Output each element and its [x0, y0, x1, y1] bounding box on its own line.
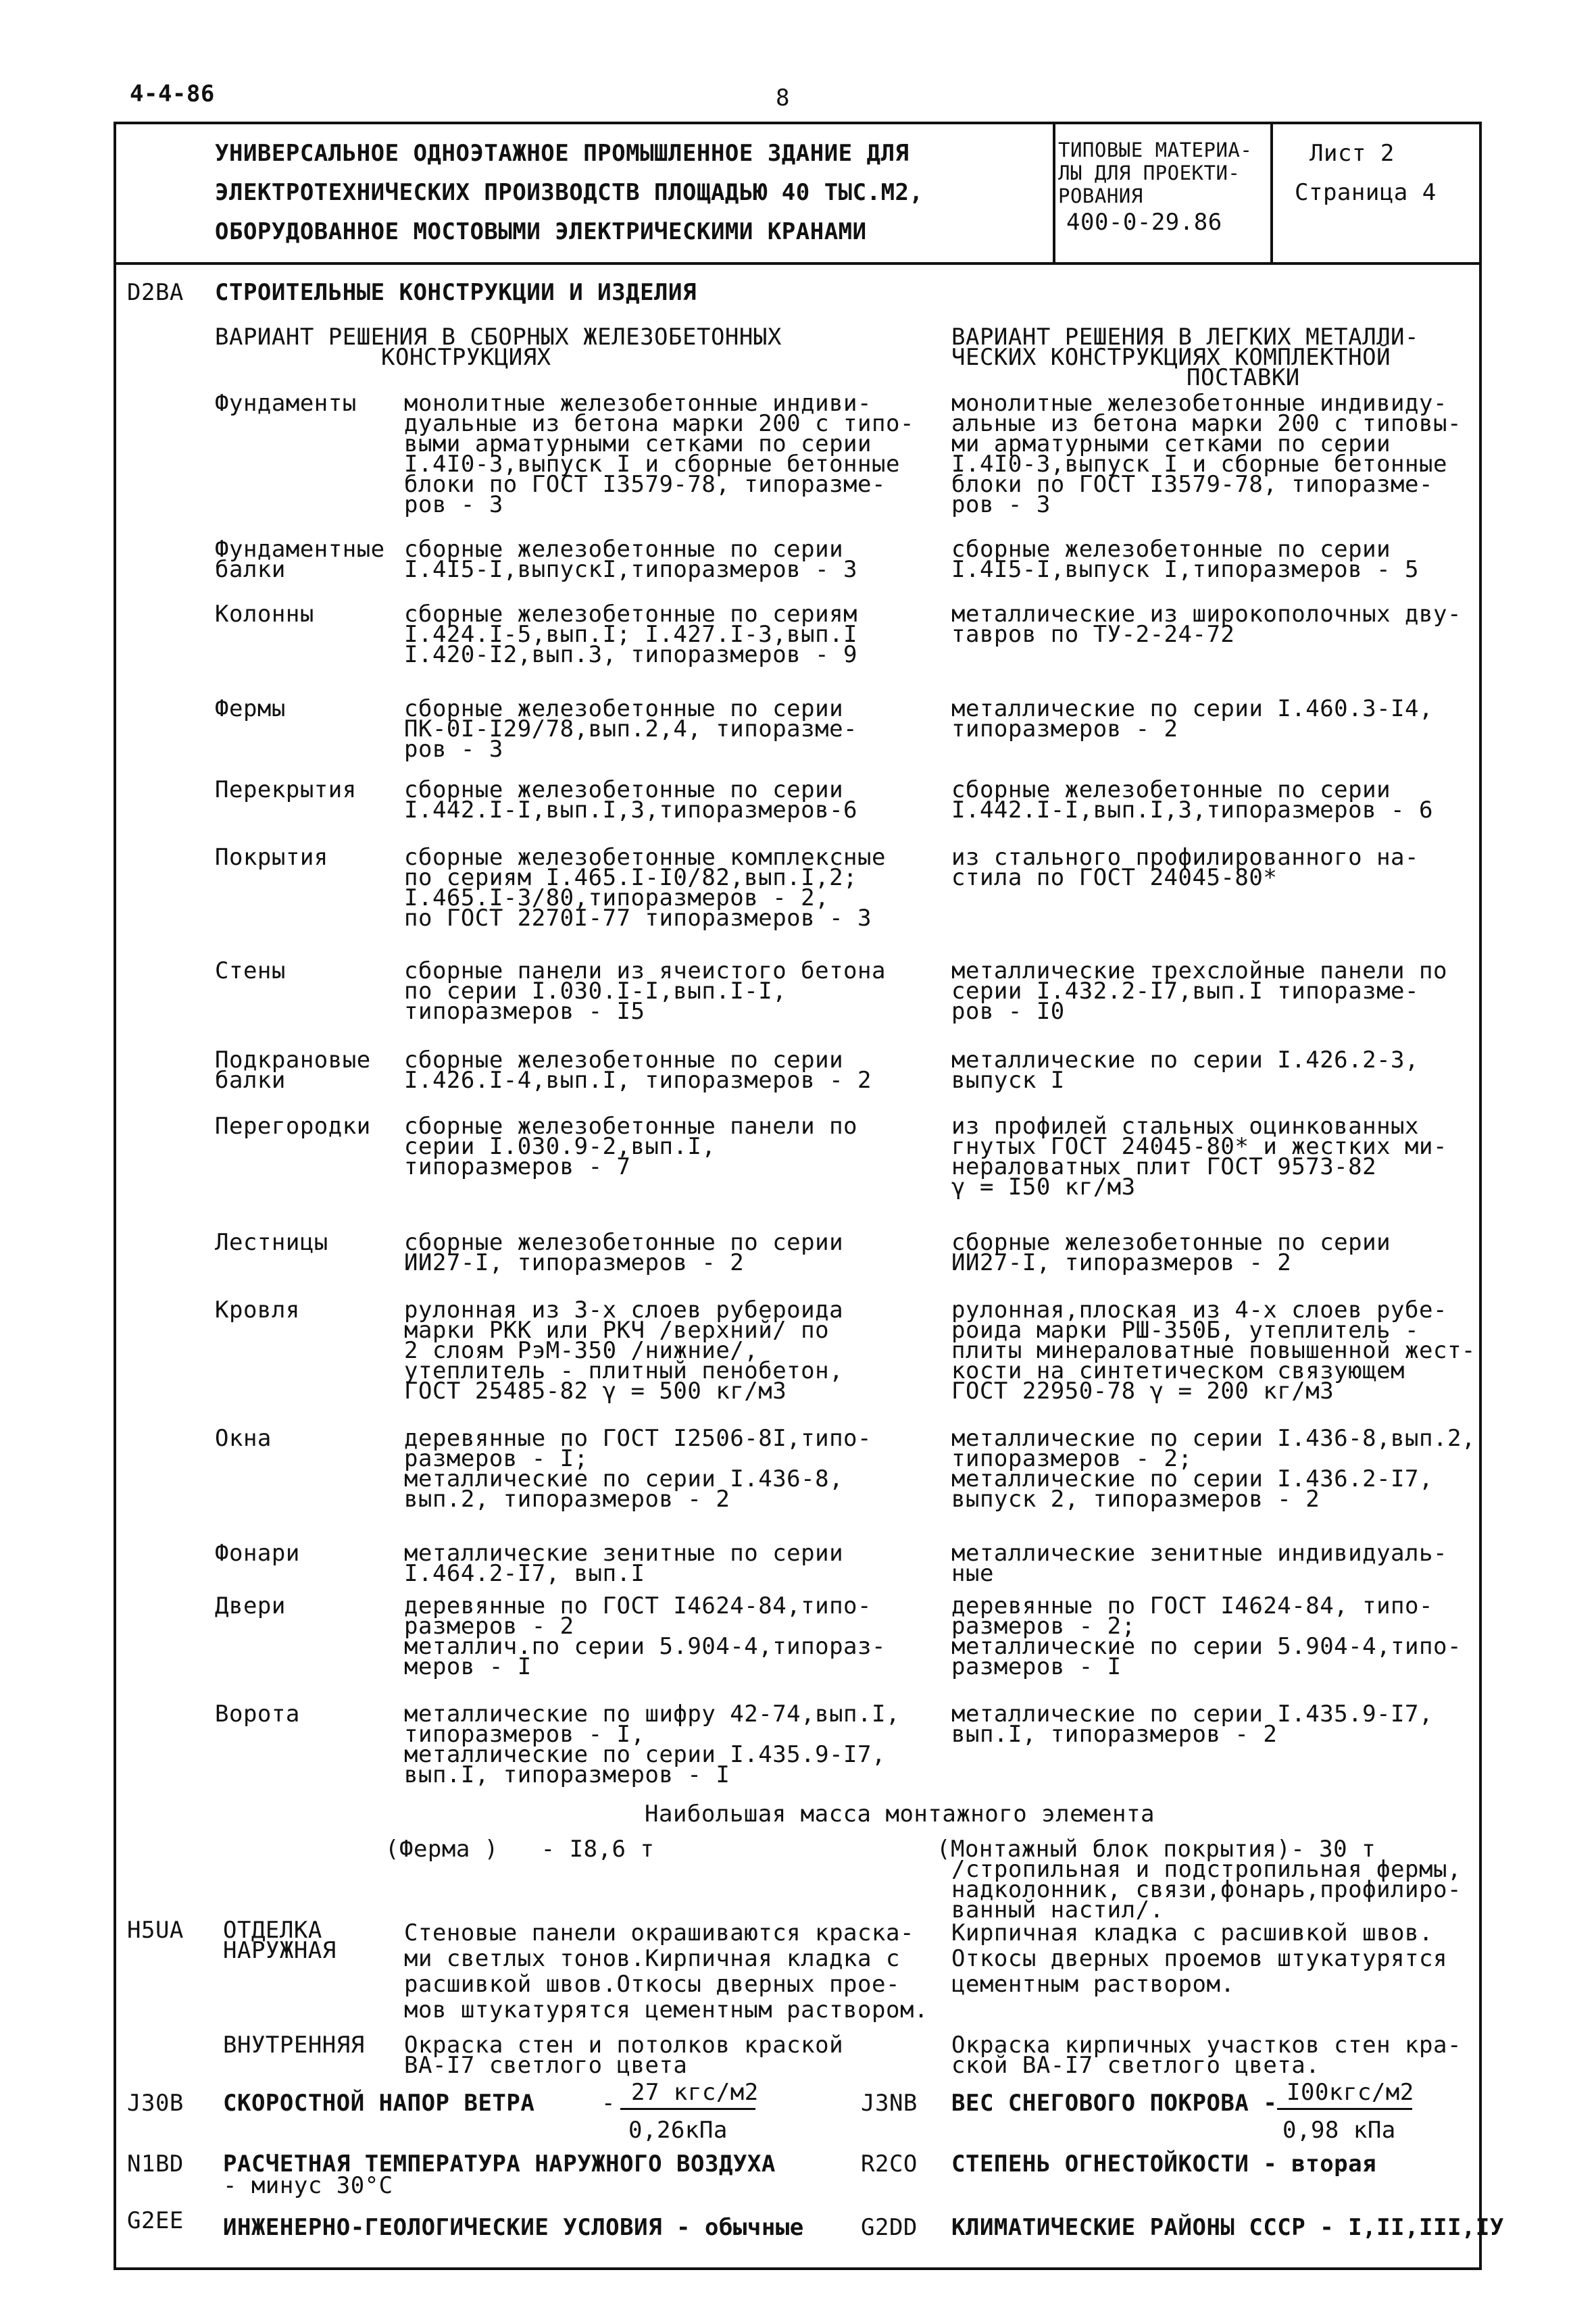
row-concrete-variant-line: металлические по серии I.436-8,	[404, 1465, 844, 1492]
variant-right-line-3: ПОСТАВКИ	[1187, 364, 1300, 391]
row-concrete-variant-line: сборные панели из ячеистого бетона	[404, 957, 886, 984]
body-left-border	[114, 265, 116, 2270]
row-concrete-variant-line: деревянные по ГОСТ I4624-84,типо-	[404, 1592, 872, 1619]
row-concrete-variant-line: по серии I.030.I-I,вып.I-I,	[404, 978, 787, 1005]
project-code: 400-0-29.86	[1066, 209, 1222, 236]
row-label: Колонны	[215, 601, 314, 628]
snow-value-numerator: I00кгс/м2	[1287, 2079, 1414, 2106]
row-label: Лестницы	[215, 1229, 328, 1256]
snow-label: ВЕС СНЕГОВОГО ПОКРОВА -	[951, 2090, 1278, 2117]
row-concrete-variant-line: металлические по шифру 42-74,вып.I,	[404, 1701, 900, 1728]
wind-value-numerator: 27 кгс/м2	[631, 2079, 759, 2106]
finish-outer-left-2: ми светлых тонов.Кирпичная кладка с	[404, 1945, 900, 1972]
row-concrete-variant-line: сборные железобетонные по серии	[404, 776, 844, 803]
row-label: Кровля	[215, 1297, 300, 1324]
row-label: балки	[215, 556, 286, 583]
row-concrete-variant-line: блоки по ГОСТ I3579-78, типоразме-	[404, 471, 886, 498]
row-metal-variant-line: размеров - I	[951, 1653, 1122, 1680]
row-metal-variant-line: I.4I0-3,выпуск I и сборные бетонные	[951, 451, 1447, 478]
row-concrete-variant-line: выми арматурными сетками по серии	[404, 430, 872, 457]
row-metal-variant-line: металлические по серии I.460.3-I4,	[951, 695, 1433, 722]
row-concrete-variant-line: дуальные из бетона марки 200 с типо-	[404, 410, 914, 437]
row-metal-variant-line: из профилей стальных оцинкованных	[951, 1113, 1420, 1140]
row-metal-variant-line: выпуск I	[951, 1067, 1065, 1094]
row-concrete-variant-line: ров - 3	[404, 491, 503, 518]
sheet-label: Лист 2	[1310, 140, 1395, 167]
temperature-code: N1BD	[127, 2150, 184, 2178]
row-label: Стены	[215, 957, 286, 984]
typical-materials-line-2: ЛЫ ДЛЯ ПРОЕКТИ-	[1058, 161, 1241, 184]
row-metal-variant-line: стила по ГОСТ 24045-80*	[951, 864, 1278, 891]
row-concrete-variant-line: I.424.I-5,вып.I; I.427.I-3,вып.I	[404, 621, 858, 648]
row-label: Двери	[215, 1592, 286, 1619]
header-title-line-1: УНИВЕРСАЛЬНОЕ ОДНОЭТАЖНОЕ ПРОМЫШЛЕННОЕ ЗДАНИЕ ДЛЯ	[215, 140, 909, 167]
row-concrete-variant-line: I.426.I-4,вып.I, типоразмеров - 2	[404, 1067, 872, 1094]
finish-outer-right-2: Откосы дверных проемов штукатурятся	[951, 1945, 1447, 1972]
row-concrete-variant-line: I.465.I-3/80,типоразмеров - 2,	[404, 884, 830, 911]
row-concrete-variant-line: утеплитель - плитный пенобетон,	[404, 1357, 844, 1384]
section-code: D2BA	[127, 279, 184, 306]
row-concrete-variant-line: типоразмеров - I5	[404, 998, 645, 1025]
row-concrete-variant-line: 2 слоям РэМ-350 /нижние/,	[404, 1337, 759, 1364]
row-concrete-variant-line: вып.I, типоразмеров - I	[404, 1761, 730, 1788]
finish-code: H5UA	[127, 1917, 184, 1944]
finish-inner-left-2: ВА-I7 светлого цвета	[404, 2052, 688, 2079]
row-metal-variant-line: металлические из широкополочных дву-	[951, 601, 1462, 628]
row-concrete-variant-line: сборные железобетонные по сериям	[404, 601, 858, 628]
finish-outer-label-1: ОТДЕЛКА	[223, 1917, 322, 1944]
finish-outer-left-1: Стеновые панели окрашиваются краска-	[404, 1919, 914, 1946]
row-metal-variant-line: металлические по серии I.436-8,вып.2,	[951, 1425, 1476, 1452]
row-label: Перекрытия	[215, 776, 357, 803]
row-concrete-variant-line: серии I.030.9-2,вып.I,	[404, 1133, 716, 1160]
climate-text: КЛИМАТИЧЕСКИЕ РАЙОНЫ СССР - I,II,III,IУ	[951, 2214, 1504, 2241]
row-concrete-variant-line: I.4I5-I,выпускI,типоразмеров - 3	[404, 556, 858, 583]
row-metal-variant-line: плиты минераловатные повышенной жест-	[951, 1337, 1476, 1364]
row-concrete-variant-line: ПК-0I-I29/78,вып.2,4, типоразме-	[404, 715, 858, 743]
variant-right-line-2: ЧЕСКИХ КОНСТРУКЦИЯХ КОМПЛЕКТНОЙ	[951, 344, 1391, 371]
row-concrete-variant-line: сборные железобетонные по серии	[404, 1047, 844, 1074]
page-number: 8	[776, 84, 790, 111]
row-concrete-variant-line: по ГОСТ 2270I-77 типоразмеров - 3	[404, 905, 872, 932]
row-metal-variant-line: рулонная,плоская из 4-х слоев рубе-	[951, 1297, 1447, 1324]
variant-left-line-1: ВАРИАНТ РЕШЕНИЯ В СБОРНЫХ ЖЕЛЕЗОБЕТОННЫХ	[215, 324, 782, 351]
row-concrete-variant-line: типоразмеров - 7	[404, 1153, 631, 1180]
header-title-line-3: ОБОРУДОВАННОЕ МОСТОВЫМИ ЭЛЕКТРИЧЕСКИМИ КРАНАМИ	[215, 218, 867, 245]
row-label: Окна	[215, 1425, 272, 1452]
row-metal-variant-line: металлические по серии I.426.2-3,	[951, 1047, 1420, 1074]
row-metal-variant-line: роида марки РШ-350Б, утеплитель -	[951, 1317, 1420, 1344]
row-label: Фундаментные	[215, 536, 385, 563]
typical-materials-line-1: ТИПОВЫЕ МАТЕРИА-	[1058, 139, 1253, 161]
finish-outer-right-3: цементным раствором.	[951, 1971, 1235, 1998]
snow-value-denominator: 0,98 кПа	[1282, 2117, 1396, 2144]
fire-code: R2CO	[861, 2150, 918, 2178]
row-concrete-variant-line: вып.2, типоразмеров - 2	[404, 1486, 730, 1513]
row-metal-variant-line: кости на синтетическом связующем	[951, 1357, 1405, 1384]
row-metal-variant-line: I.442.I-I,вып.I,3,типоразмеров - 6	[951, 797, 1433, 824]
doc-number: 4-4-86	[130, 80, 215, 107]
wind-code: J30B	[127, 2090, 184, 2117]
row-label: Ворота	[215, 1701, 300, 1728]
temperature-line-2: - минус 30°С	[223, 2172, 393, 2199]
finish-outer-left-3: расшивкой швов.Откосы дверных прое-	[404, 1971, 900, 1998]
snow-code: J3NB	[861, 2090, 918, 2117]
row-concrete-variant-line: монолитные железобетонные индиви-	[404, 390, 872, 417]
row-concrete-variant-line: ров - 3	[404, 736, 503, 763]
row-metal-variant-line: блоки по ГОСТ I3579-78, типоразме-	[951, 471, 1433, 498]
row-label: балки	[215, 1067, 286, 1094]
row-metal-variant-line: выпуск 2, типоразмеров - 2	[951, 1486, 1320, 1513]
row-concrete-variant-line: металлич.по серии 5.904-4,типораз-	[404, 1633, 886, 1660]
row-concrete-variant-line: ГОСТ 25485-82 γ = 500 кг/м3	[404, 1378, 787, 1405]
header-divider-1	[1053, 122, 1055, 265]
mass-title: Наибольшая масса монтажного элемента	[645, 1801, 1155, 1828]
row-concrete-variant-line: типоразмеров - I,	[404, 1721, 645, 1748]
row-metal-variant-line: тавров по ТУ-2-24-72	[951, 621, 1235, 648]
row-metal-variant-line: монолитные железобетонные индивиду-	[951, 390, 1447, 417]
finish-outer-left-4: мов штукатурятся цементным раствором.	[404, 1996, 928, 2023]
row-concrete-variant-line: металлические по серии I.435.9-I7,	[404, 1741, 886, 1768]
row-metal-variant-line: нераловатных плит ГОСТ 9573-82	[951, 1153, 1377, 1180]
mass-right-line-2: /стропильная и подстропильная фермы,	[951, 1856, 1462, 1883]
mass-right-line-4: ванный настил/.	[951, 1896, 1164, 1923]
row-concrete-variant-line: I.464.2-I7, вып.I	[404, 1560, 645, 1587]
row-metal-variant-line: металлические по серии 5.904-4,типо-	[951, 1633, 1462, 1660]
row-label: Фундаменты	[215, 390, 357, 417]
page-label: Страница 4	[1295, 179, 1437, 206]
header-divider-2	[1270, 122, 1273, 265]
row-concrete-variant-line: сборные железобетонные по серии	[404, 695, 844, 722]
temperature-line-1: РАСЧЕТНАЯ ТЕМПЕРАТУРА НАРУЖНОГО ВОЗДУХА	[223, 2150, 776, 2178]
row-metal-variant-line: ров - 3	[951, 491, 1051, 518]
mass-left: (Ферма ) - I8,6 т	[385, 1836, 655, 1863]
row-concrete-variant-line: сборные железобетонные по серии	[404, 1229, 844, 1256]
finish-inner-right-2: ской ВА-I7 светлого цвета.	[951, 2052, 1320, 2079]
row-concrete-variant-line: металлические зенитные по серии	[404, 1540, 844, 1567]
wind-fraction-bar	[620, 2108, 755, 2110]
row-metal-variant-line: ные	[951, 1560, 994, 1587]
row-metal-variant-line: металлические трехслойные панели по	[951, 957, 1447, 984]
row-concrete-variant-line: I.4I0-3,выпуск I и сборные бетонные	[404, 451, 900, 478]
row-label: Подкрановые	[215, 1047, 371, 1074]
row-metal-variant-line: сборные железобетонные по серии	[951, 1229, 1391, 1256]
row-metal-variant-line: I.4I5-I,выпуск I,типоразмеров - 5	[951, 556, 1420, 583]
row-metal-variant-line: типоразмеров - 2;	[951, 1445, 1193, 1472]
row-metal-variant-line: гнутых ГОСТ 24045-80* и жестких ми-	[951, 1133, 1447, 1160]
wind-value-denominator: 0,26кПа	[628, 2117, 728, 2144]
row-metal-variant-line: серии I.432.2-I7,вып.I типоразме-	[951, 978, 1420, 1005]
row-metal-variant-line: вып.I, типоразмеров - 2	[951, 1721, 1278, 1748]
row-metal-variant-line: γ = I50 кг/м3	[951, 1174, 1136, 1201]
row-metal-variant-line: размеров - 2;	[951, 1613, 1136, 1640]
row-concrete-variant-line: сборные железобетонные по серии	[404, 536, 844, 563]
row-label: Фермы	[215, 695, 286, 722]
row-metal-variant-line: металлические по серии I.436.2-I7,	[951, 1465, 1433, 1492]
row-label: Фонари	[215, 1540, 300, 1567]
row-metal-variant-line: ГОСТ 22950-78 γ = 200 кг/м3	[951, 1378, 1335, 1405]
variant-left-line-2: КОНСТРУКЦИЯХ	[381, 344, 551, 371]
row-concrete-variant-line: марки РКК или РКЧ /верхний/ по	[404, 1317, 830, 1344]
row-concrete-variant-line: сборные железобетонные панели по	[404, 1113, 858, 1140]
section-title: СТРОИТЕЛЬНЫЕ КОНСТРУКЦИИ И ИЗДЕЛИЯ	[215, 279, 697, 306]
snow-fraction-bar	[1277, 2108, 1412, 2110]
row-metal-variant-line: ми арматурными сетками по серии	[951, 430, 1391, 457]
finish-outer-right-1: Кирпичная кладка с расшивкой швов.	[951, 1919, 1433, 1946]
row-metal-variant-line: металлические по серии I.435.9-I7,	[951, 1701, 1433, 1728]
wind-label: СКОРОСТНОЙ НАПОР ВЕТРА	[223, 2090, 535, 2117]
row-concrete-variant-line: ИИ27-I, типоразмеров - 2	[404, 1249, 745, 1276]
fire-resistance: СТЕПЕНЬ ОГНЕСТОЙКОСТИ - вторая	[951, 2150, 1377, 2178]
finish-inner-right-1: Окраска кирпичных участков стен кра-	[951, 2032, 1462, 2059]
mass-right-line-3: надколонник, связи,фонарь,профилиро-	[951, 1876, 1462, 1903]
row-concrete-variant-line: размеров - 2	[404, 1613, 574, 1640]
variant-right-line-1: ВАРИАНТ РЕШЕНИЯ В ЛЕГКИХ МЕТАЛЛИ-	[951, 324, 1420, 351]
row-metal-variant-line: сборные железобетонные по серии	[951, 776, 1391, 803]
row-metal-variant-line: сборные железобетонные по серии	[951, 536, 1391, 563]
row-concrete-variant-line: рулонная из 3-х слоев рубероида	[404, 1297, 844, 1324]
row-metal-variant-line: альные из бетона марки 200 с типовы-	[951, 410, 1462, 437]
row-concrete-variant-line: деревянные по ГОСТ I2506-8I,типо-	[404, 1425, 872, 1452]
row-metal-variant-line: ров - I0	[951, 998, 1065, 1025]
row-metal-variant-line: из стального профилированного на-	[951, 844, 1420, 871]
body-bottom-border	[114, 2267, 1482, 2270]
mass-right-line-1: (Монтажный блок покрытия)- 30 т	[937, 1836, 1376, 1863]
wind-dash: -	[601, 2090, 616, 2117]
row-concrete-variant-line: по сериям I.465.I-I0/82,вып.I,2;	[404, 864, 858, 891]
row-metal-variant-line: деревянные по ГОСТ I4624-84, типо-	[951, 1592, 1433, 1619]
typical-materials-line-3: РОВАНИЯ	[1058, 184, 1143, 207]
body-right-border	[1479, 265, 1482, 2270]
row-concrete-variant-line: размеров - I;	[404, 1445, 589, 1472]
header-title-line-2: ЭЛЕКТРОТЕХНИЧЕСКИХ ПРОИЗВОДСТВ ПЛОЩАДЬЮ 40 ТЫС.М2,	[215, 179, 924, 206]
row-concrete-variant-line: I.420-I2,вып.3, типоразмеров - 9	[404, 641, 858, 668]
finish-inner-left-1: Окраска стен и потолков краской	[404, 2032, 844, 2059]
geology-text: ИНЖЕНЕРНО-ГЕОЛОГИЧЕСКИЕ УСЛОВИЯ - обычные	[223, 2214, 804, 2241]
row-metal-variant-line: металлические зенитные индивидуаль-	[951, 1540, 1447, 1567]
row-concrete-variant-line: сборные железобетонные комплексные	[404, 844, 886, 871]
finish-outer-label-2: НАРУЖНАЯ	[223, 1937, 336, 1964]
row-label: Покрытия	[215, 844, 328, 871]
row-label: Перегородки	[215, 1113, 371, 1140]
finish-inner-label: ВНУТРЕННЯЯ	[223, 2032, 365, 2059]
row-metal-variant-line: ИИ27-I, типоразмеров - 2	[951, 1249, 1292, 1276]
row-concrete-variant-line: I.442.I-I,вып.I,3,типоразмеров-6	[404, 797, 858, 824]
climate-code: G2DD	[861, 2214, 918, 2241]
row-concrete-variant-line: меров - I	[404, 1653, 532, 1680]
geology-code: G2EE	[127, 2207, 184, 2234]
row-metal-variant-line: типоразмеров - 2	[951, 715, 1178, 743]
